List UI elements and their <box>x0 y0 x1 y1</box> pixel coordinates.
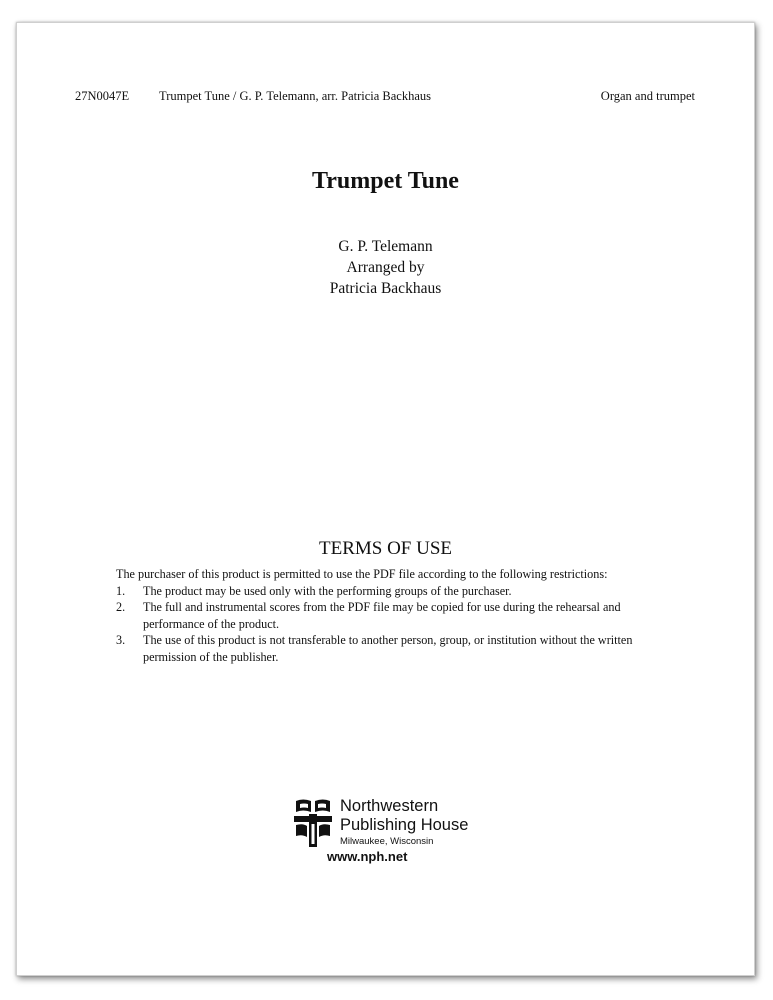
terms-item-text: The product may be used only with the performing groups of the purchaser. <box>143 583 512 598</box>
publisher-name-line1: Northwestern <box>340 797 439 815</box>
terms-heading: TERMS OF USE <box>318 538 453 559</box>
terms-item-number: 1. <box>116 583 126 598</box>
composer: G. P. Telemann <box>338 238 433 255</box>
terms-item <box>116 599 646 632</box>
terms-item <box>116 583 646 600</box>
terms-intro: The purchaser of this product is permitted to use the PDF file according to the following restrictions: <box>116 567 608 581</box>
nph-logo-icon <box>293 797 333 849</box>
arranged-by-label: Arranged by <box>346 259 425 276</box>
terms-of-use <box>116 566 646 665</box>
header-title-line: Trumpet Tune / G. P. Telemann, arr. Patricia Backhaus <box>159 89 432 103</box>
terms-item <box>116 632 646 665</box>
terms-item-number: 2. <box>116 600 126 614</box>
publisher-logo <box>293 797 493 869</box>
credits <box>17 236 754 299</box>
terms-item-text: The full and instrumental scores from the PDF file may be copied for use during the rehearsal and performance of the product. <box>143 600 621 631</box>
document-page <box>16 22 755 976</box>
publisher-url: www.nph.net <box>327 849 408 864</box>
terms-list <box>116 583 646 666</box>
terms-item-number: 3. <box>116 633 126 647</box>
piece-title: Trumpet Tune <box>312 168 459 194</box>
instrumentation: Organ and trumpet <box>600 89 695 103</box>
terms-item-text: The use of this product is not transferable to another person, group, or institution without the written permission of the publisher. <box>143 633 633 664</box>
publisher-name <box>340 797 468 835</box>
arranger: Patricia Backhaus <box>329 280 442 297</box>
publisher-name-line2: Publishing House <box>340 816 469 834</box>
product-code: 27N0047E <box>75 89 130 103</box>
publisher-location: Milwaukee, Wisconsin <box>340 836 434 847</box>
